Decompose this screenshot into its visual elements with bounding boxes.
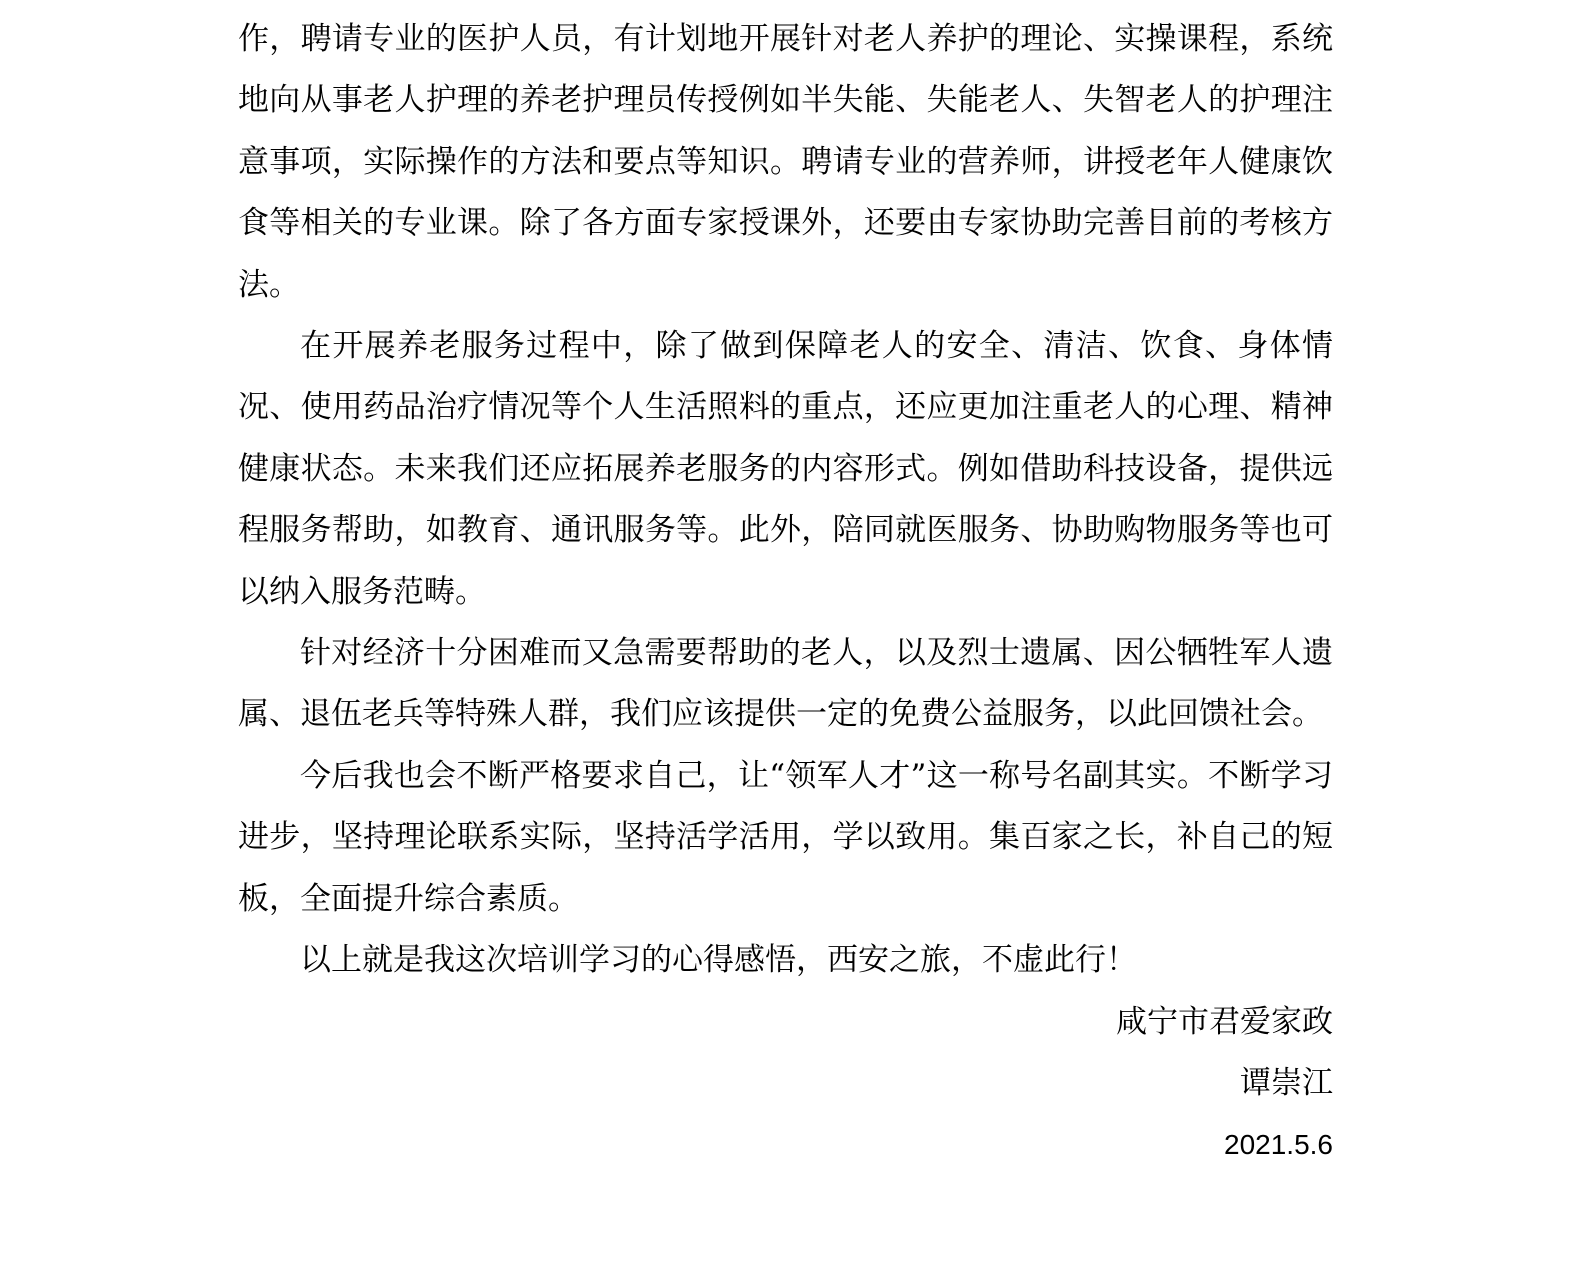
body-paragraph-4: 今后我也会不断严格要求自己，让“领军人才”这一称号名副其实。不断学习进步，坚持理论联系实际，坚持活学活用，学以致用。集百家之长，补自己的短板，全面提升综合素质。 <box>238 757 1333 917</box>
body-paragraph-2: 在开展养老服务过程中，除了做到保障老人的安全、清洁、饮食、身体情况、使用药品治疗情况等个人生活照料的重点，还应更加注重老人的心理、精神健康状态。未来我们还应拓展养老服务的内容形式。例如借助科技设备，提供远程服务帮助，如教育、通讯服务等。此外，陪同就医服务、协助购物服务等也可以纳入服务范畴。 <box>238 328 1333 610</box>
body-paragraph-3: 针对经济十分困难而又急需要帮助的老人，以及烈士遗属、因公牺牲军人遗属、退伍老兵等特殊人群，我们应该提供一定的免费公益服务，以此回馈社会。 <box>238 635 1333 733</box>
document-page <box>238 9 1333 1176</box>
signature-organization: 咸宁市君爱家政 <box>1116 1003 1333 1040</box>
signature-date: 2021.5.6 <box>1224 1129 1333 1161</box>
body-paragraph-1: 作，聘请专业的医护人员，有计划地开展针对老人养护的理论、实操课程，系统地向从事老人护理的养老护理员传授例如半失能、失能老人、失智老人的护理注意事项，实际操作的方法和要点等知识。聘请专业的营养师，讲授老年人健康饮食等相关的专业课。除了各方面专家授课外，还要由专家协助完善目前的考核方法。 <box>238 21 1333 303</box>
signature-author: 谭崇江 <box>1240 1064 1333 1101</box>
body-paragraph-5: 以上就是我这次培训学习的心得感悟，西安之旅，不虚此行！ <box>300 942 1137 979</box>
